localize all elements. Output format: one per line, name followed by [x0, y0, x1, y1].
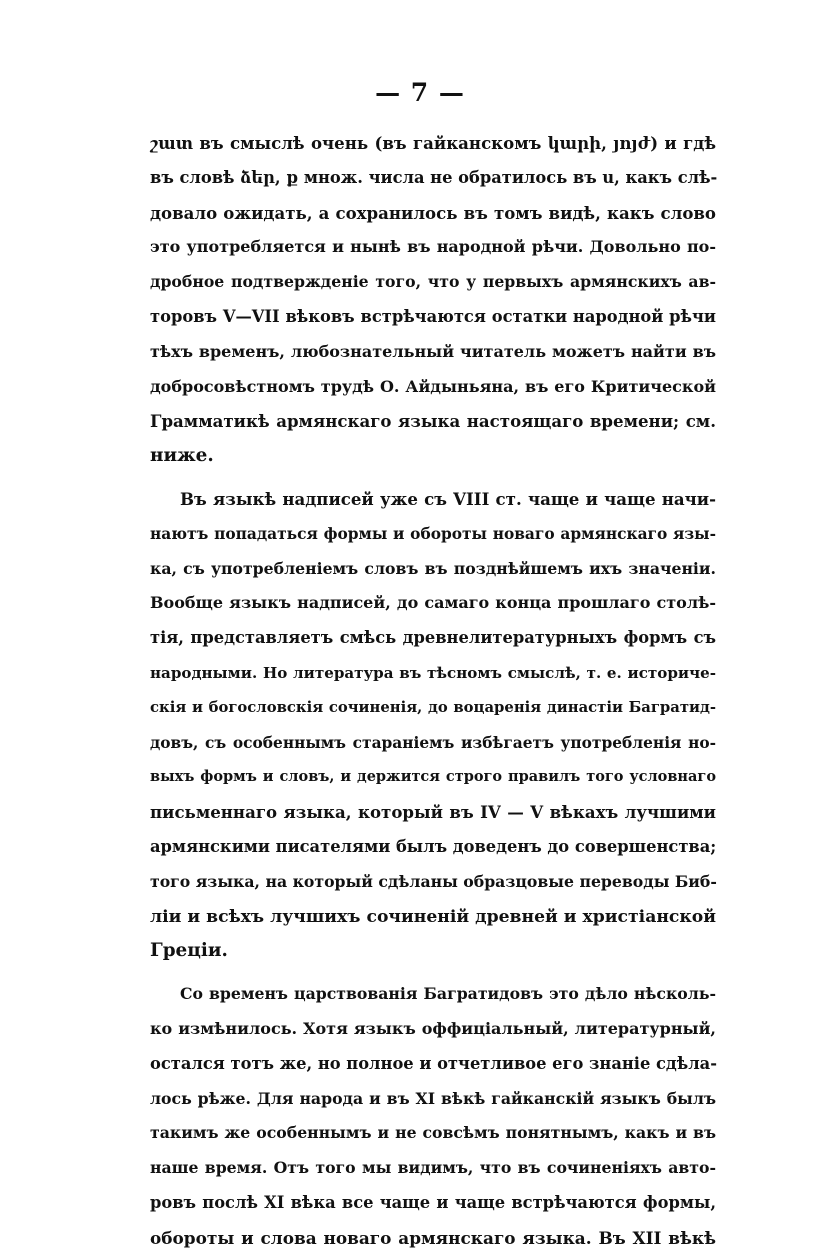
text-line: ліи и всѣхъ лучшихъ сочиненій древней и христіанской: [150, 906, 716, 927]
text-line: Въ языкѣ надписей уже съ VIII ст. чаще и чаще начи-: [180, 488, 716, 509]
paragraph-3: [150, 977, 716, 1255]
text-line: наше время. Отъ того мы видимъ, что въ сочиненіяхъ авто-: [150, 1158, 716, 1178]
page-number: — 7 —: [375, 78, 465, 107]
text-line: дробное подтвержденіе того, что у первыхъ армянскихъ ав-: [150, 272, 716, 292]
text-line: армянскими писателями былъ доведенъ до совершенства;: [150, 836, 717, 856]
text-line: ниже.: [150, 445, 214, 467]
text-line: наютъ попадаться формы и обороты новаго армянскаго язы-: [150, 524, 716, 543]
paragraph-1: [150, 126, 716, 474]
text-line: Грамматикѣ армянскаго языка настоящаго времени; см.: [150, 411, 716, 432]
text-line: въ словѣ ձեր, ք множ. числа не обратилось въ ս, какъ слѣ-: [150, 167, 718, 187]
text-line: ко измѣнилось. Хотя языкъ оффиціальный, литературный,: [150, 1018, 716, 1038]
text-line: довъ, съ особеннымъ стараніемъ избѣгаетъ употребленія но-: [150, 733, 716, 752]
text-line: ка, съ употребленіемъ словъ въ позднѣйшемъ ихъ значеніи.: [150, 558, 716, 578]
text-line: добросовѣстномъ трудѣ О. Айдыньяна, въ его Критической: [150, 376, 716, 396]
text-line: Со временъ царствованія Багратидовъ это дѣло нѣсколь-: [180, 984, 716, 1004]
text-line: народными. Но литература въ тѣсномъ смыслѣ, т. е. историче-: [150, 663, 716, 682]
text-line: лось рѣже. Для народа и въ XI вѣкѣ гайканскій языкъ былъ: [150, 1088, 716, 1108]
body-text: [150, 126, 716, 1256]
text-line: того языка, на который сдѣланы образцовые переводы Биб-: [150, 871, 717, 891]
text-line: торовъ V—VII вѣковъ встрѣчаются остатки народной рѣчи: [150, 306, 716, 326]
text-line: остался тотъ же, но полное и отчетливое его знаніе сдѣла-: [150, 1053, 717, 1073]
text-line: письменнаго языка, который въ IV — V вѣкахъ лучшими: [150, 802, 716, 823]
text-line: это употребляется и нынѣ въ народной рѣчи. Довольно по-: [150, 237, 716, 257]
text-line: Вообще языкъ надписей, до самаго конца прошлаго столѣ-: [150, 593, 716, 613]
text-line: обороты и слова новаго армянскаго языка. Въ XII вѣкѣ: [150, 1227, 716, 1248]
text-line: довало ожидать, а сохранилось въ томъ видѣ, какъ слово: [150, 202, 716, 223]
text-line: скія и богословскія сочиненія, до воцаренія династіи Багратид-: [150, 698, 716, 716]
text-line: շատ въ смыслѣ очень (въ гайканскомъ կարի, յոյժ) и гдѣ: [150, 133, 716, 153]
text-line: выхъ формъ и словъ, и держится строго правилъ того условнаго: [150, 768, 716, 786]
text-line: тія, представляетъ смѣсь древнелитературныхъ формъ съ: [150, 628, 716, 648]
text-line: Греціи.: [150, 940, 228, 962]
text-line: тѣхъ временъ, любознательный читатель можетъ найти въ: [150, 341, 716, 361]
paragraph-2: [150, 482, 716, 969]
text-line: ровъ послѣ XI вѣка все чаще и чаще встрѣчаются формы,: [150, 1192, 716, 1212]
text-line: такимъ же особеннымъ и не совсѣмъ понятнымъ, какъ и въ: [150, 1123, 716, 1143]
